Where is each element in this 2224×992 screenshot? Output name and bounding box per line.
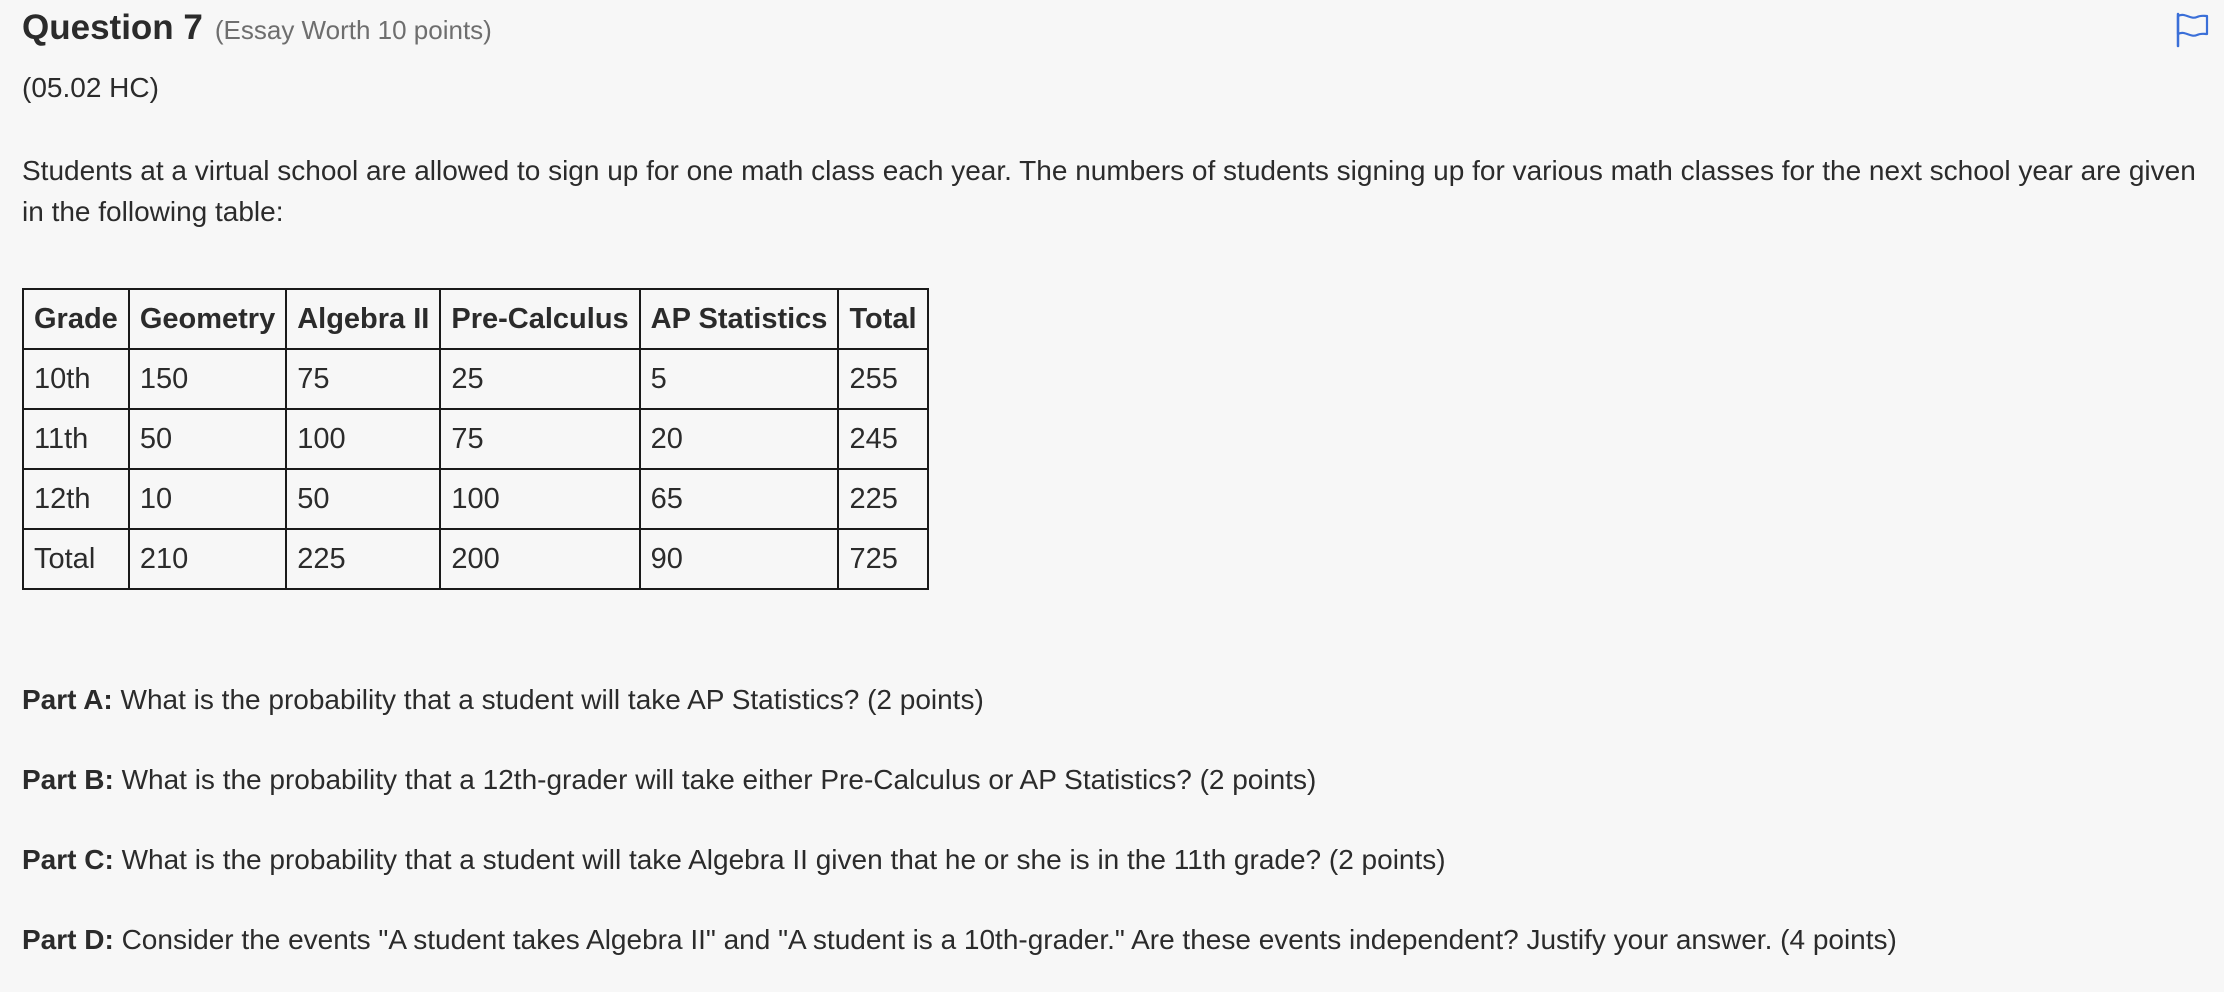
question-intro: Students at a virtual school are allowed to sign up for one math class each year. The numbers of students signing up for various math classes for the next school year are given in the following table: [22,155,2196,227]
table-row [23,529,928,589]
table-header-row [23,289,928,349]
table-cell: 50 [286,469,440,529]
table-cell: 225 [838,469,927,529]
table-cell: 20 [640,409,839,469]
table-cell: 5 [640,349,839,409]
table-cell: 10th [23,349,129,409]
flag-icon [2172,10,2212,50]
part-a-text: What is the probability that a student will take AP Statistics? (2 points) [112,684,984,715]
header-cell: Geometry [129,289,286,349]
part-b-text: What is the probability that a 12th-grader will take either Pre-Calculus or AP Statistics? (2 points) [113,764,1317,795]
part-d-label: Part D: [22,924,114,955]
part-b-question [22,764,1316,796]
table-row [23,409,928,469]
header-cell: Total [838,289,927,349]
table-cell: 200 [440,529,639,589]
table-cell: 150 [129,349,286,409]
enrollment-table [22,288,929,590]
part-a-label: Part A: [22,684,113,715]
header-cell: AP Statistics [640,289,839,349]
table-cell: 65 [640,469,839,529]
header-cell: Pre-Calculus [440,289,639,349]
table-cell: Total [23,529,129,589]
question-title: Question 7 [22,8,203,47]
part-c-label: Part C: [22,844,114,875]
part-c-text: What is the probability that a student will take Algebra II given that he or she is in the 11th grade? (2 points) [113,844,1446,875]
part-a-question [22,684,984,716]
table-cell: 210 [129,529,286,589]
table-cell: 90 [640,529,839,589]
part-c-question [22,844,1446,876]
table-cell: 100 [286,409,440,469]
table-cell: 75 [440,409,639,469]
table-cell: 245 [838,409,927,469]
table-cell: 12th [23,469,129,529]
table-cell: 10 [129,469,286,529]
part-b-label: Part B: [22,764,114,795]
table-cell: 100 [440,469,639,529]
header-cell: Grade [23,289,129,349]
part-d-text: Consider the events "A student takes Algebra II" and "A student is a 10th-grader." Are these events independent? Justify your answer. (4 points) [113,924,1897,955]
question-worth: (Essay Worth 10 points) [214,15,492,45]
table-cell: 50 [129,409,286,469]
table-cell: 25 [440,349,639,409]
table-cell: 725 [838,529,927,589]
header-cell: Algebra II [286,289,440,349]
flag-question-button[interactable] [2172,10,2212,50]
table-row [23,349,928,409]
table-cell: 11th [23,409,129,469]
part-d-question [22,924,1897,956]
table-row [23,469,928,529]
table-cell: 225 [286,529,440,589]
table-cell: 255 [838,349,927,409]
question-code: (05.02 HC) [22,72,159,103]
table-cell: 75 [286,349,440,409]
question-header [22,8,492,48]
